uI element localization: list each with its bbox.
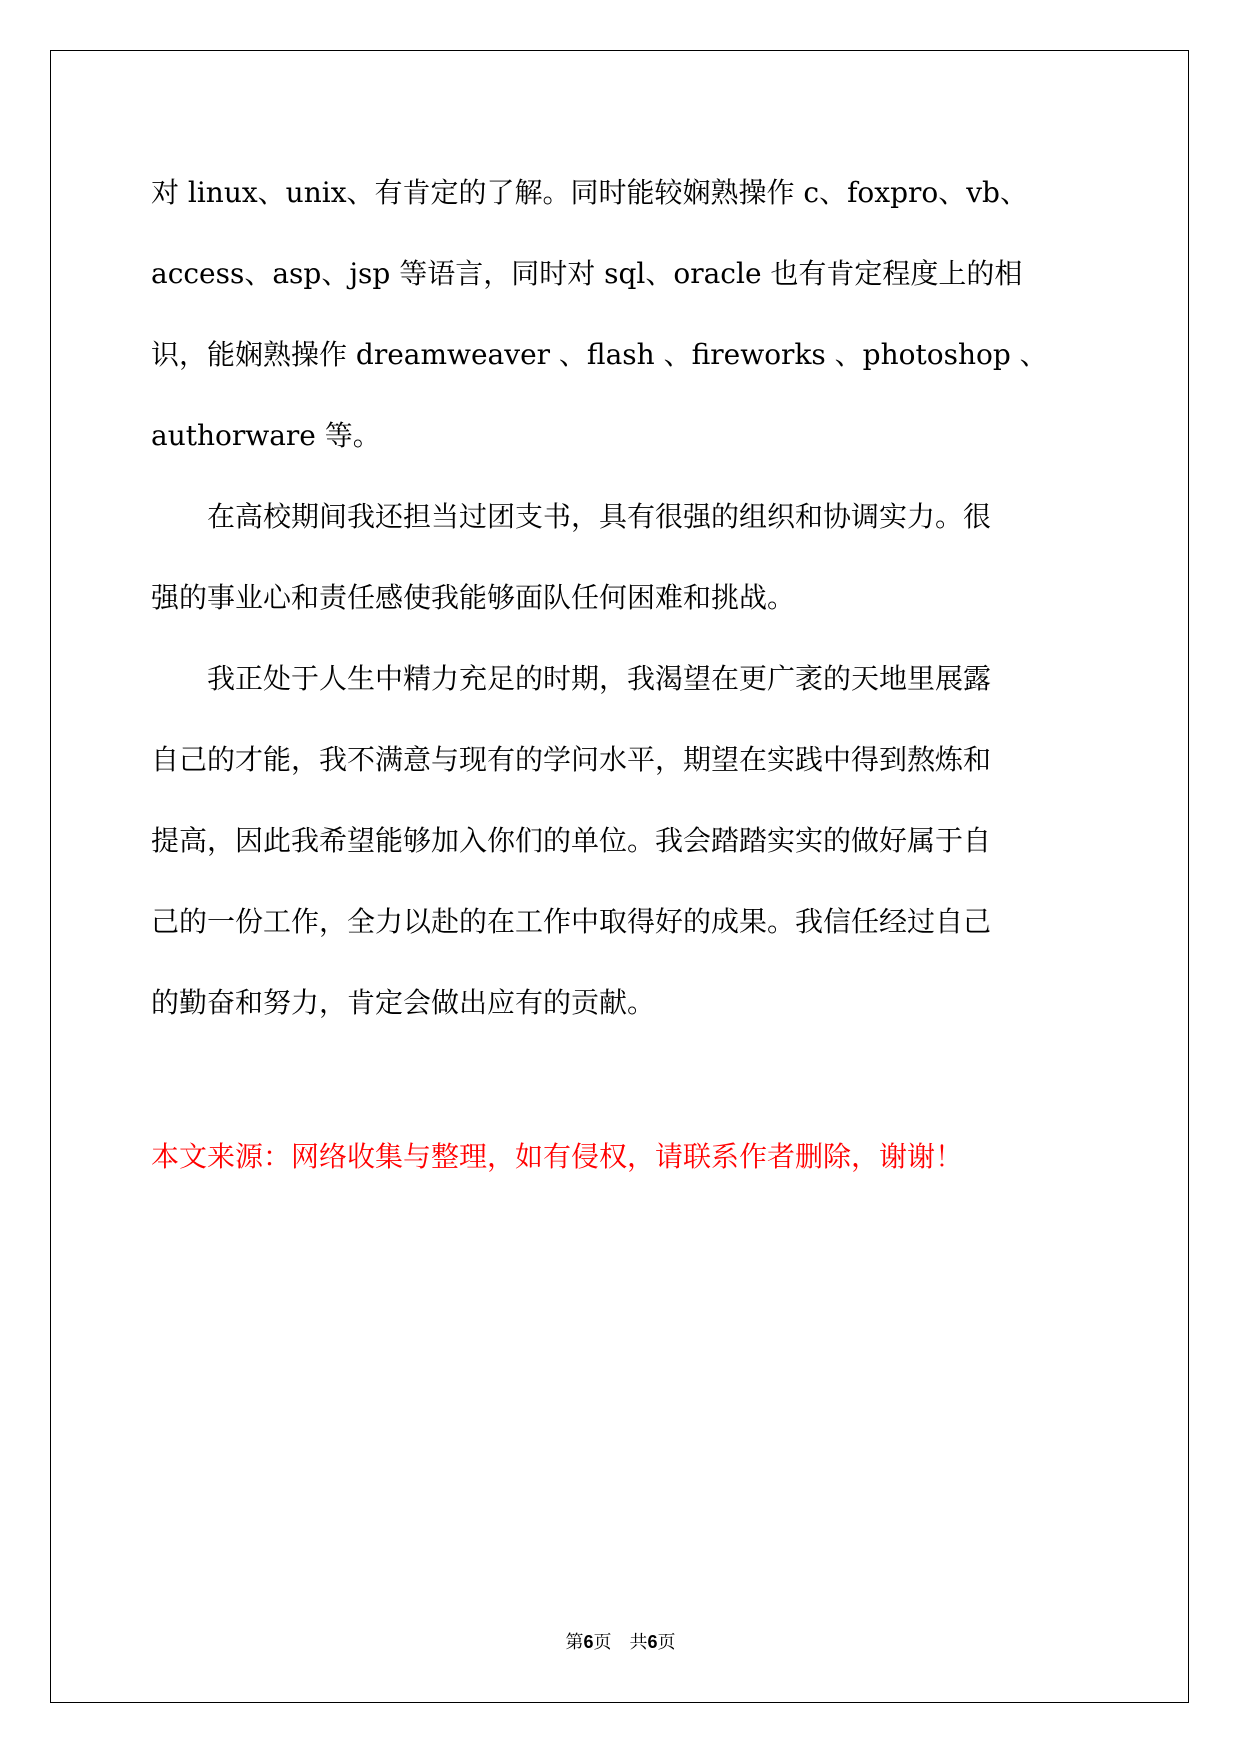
body-line-2: access、asp、jsp 等语言，同时对 sql、oracle 也有肯定程度上的相 bbox=[151, 257, 1023, 290]
source-note: 本文来源：网络收集与整理，如有侵权，请联系作者删除，谢谢！ bbox=[151, 1140, 964, 1173]
footer-total-pages: 6 bbox=[647, 1632, 658, 1652]
page-frame bbox=[50, 50, 1189, 1703]
footer-mid: 页 共 bbox=[593, 1632, 648, 1653]
body-line-11: 的勤奋和努力，肯定会做出应有的贡献。 bbox=[151, 986, 656, 1019]
footer-suffix: 页 bbox=[657, 1632, 676, 1653]
body-line-5: 在高校期间我还担当过团支书，具有很强的组织和协调实力。很 bbox=[151, 500, 992, 533]
body-line-1: 对 linux、unix、有肯定的了解。同时能较娴熟操作 c、foxpro、vb、 bbox=[151, 176, 1028, 209]
footer-prefix: 第 bbox=[565, 1632, 584, 1653]
body-line-3: 识，能娴熟操作 dreamweaver 、flash 、fireworks 、photoshop 、 bbox=[151, 338, 1048, 371]
body-line-4: authorware 等。 bbox=[151, 419, 381, 452]
body-line-7: 我正处于人生中精力充足的时期，我渴望在更广袤的天地里展露 bbox=[151, 662, 992, 695]
body-line-6: 强的事业心和责任感使我能够面队任何困难和挑战。 bbox=[151, 581, 796, 614]
page-footer bbox=[0, 1628, 1241, 1654]
body-line-8: 自己的才能，我不满意与现有的学问水平，期望在实践中得到熬炼和 bbox=[151, 743, 992, 776]
body-line-9: 提高，因此我希望能够加入你们的单位。我会踏踏实实的做好属于自 bbox=[151, 824, 992, 857]
footer-current-page: 6 bbox=[583, 1632, 594, 1652]
body-line-10: 己的一份工作，全力以赴的在工作中取得好的成果。我信任经过自己 bbox=[151, 905, 992, 938]
